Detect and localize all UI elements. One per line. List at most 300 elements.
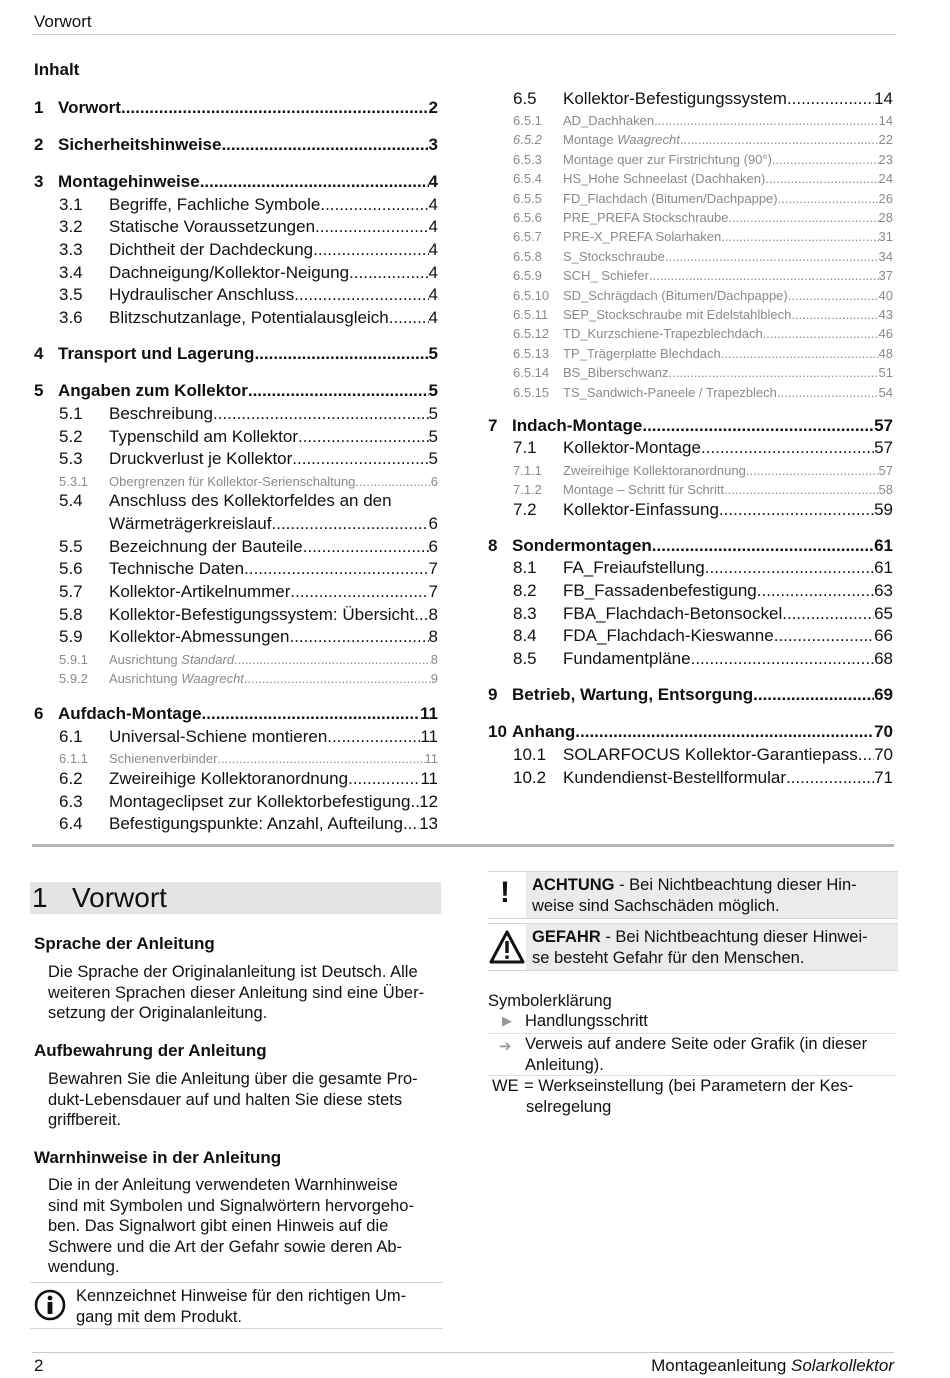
toc-label: TD_Kurzschiene-Trapezblechdach (563, 326, 763, 342)
toc-number: 6.1.1 (59, 751, 88, 767)
toc-number: 6.5.9 (513, 268, 542, 284)
toc-page: 11 (420, 704, 438, 724)
toc-label: Kollektor-Abmessungen (109, 627, 290, 647)
paragraph-line: setzung der Originalanleitung. (48, 1004, 268, 1022)
toc-label: S_Stockschraube (563, 248, 665, 264)
toc-label: Blitzschutzanlage, Potentialausgleich (109, 308, 389, 328)
toc-page: 8 (430, 651, 438, 667)
toc-page: 7 (428, 559, 438, 579)
toc-entry[interactable] (488, 341, 893, 360)
toc-entry[interactable] (34, 192, 438, 215)
toc-entry[interactable] (488, 147, 893, 166)
triangle-right-icon: ▶ (502, 1013, 512, 1028)
toc-entry[interactable] (488, 720, 893, 742)
toc-page: 4 (428, 262, 438, 282)
toc-entry[interactable] (488, 109, 893, 128)
toc-number: 3.2 (59, 217, 83, 237)
toc-label: Vorwort (58, 98, 121, 117)
toc-label: Kollektor-Einfassung (563, 499, 719, 519)
toc-number: 8.5 (513, 649, 537, 669)
symbol-description: Handlungsschritt (525, 1012, 648, 1030)
toc-number: 6.2 (59, 768, 83, 788)
toc-page: 57 (878, 462, 893, 478)
achtung-note (488, 871, 898, 919)
toc-entry[interactable] (34, 260, 438, 283)
toc-entry[interactable] (488, 742, 893, 765)
toc-number: 8.1 (513, 558, 537, 578)
toc-label: Statische Voraussetzungen (109, 217, 316, 237)
toc-number: 2 (34, 135, 44, 154)
section-paragraph (48, 1175, 440, 1278)
toc-page: 59 (874, 499, 893, 519)
page-number: 2 (34, 1356, 44, 1375)
toc-page: 8 (428, 627, 438, 647)
toc-page: 7 (428, 582, 438, 602)
note-line: se besteht Gefahr für den Menschen. (532, 948, 805, 967)
paragraph-line: griffbereit. (48, 1111, 122, 1129)
toc-entry[interactable] (488, 534, 893, 556)
toc-entry[interactable] (488, 225, 893, 244)
toc-label: PRE_PREFA Stockschraube (563, 210, 729, 226)
toc-number: 6.5.6 (513, 210, 542, 226)
footer-document-title (651, 1356, 894, 1376)
toc-page: 2 (428, 98, 438, 117)
we-label: WE (492, 1077, 519, 1095)
toc-number: 6.5.3 (513, 151, 542, 167)
toc-entry[interactable] (488, 436, 893, 459)
toc-left-column (34, 96, 438, 834)
toc-number: 6.5.8 (513, 248, 542, 264)
toc-label: Fundamentpläne (563, 649, 691, 669)
toc-number: 3.3 (59, 240, 83, 260)
toc-entry[interactable] (34, 557, 438, 580)
toc-page: 11 (420, 726, 438, 746)
toc-page: 51 (878, 365, 893, 381)
section-heading: Warnhinweise in der Anleitung (34, 1148, 282, 1167)
toc-entry[interactable] (34, 379, 438, 401)
signal-word: ACHTUNG (532, 876, 615, 894)
toc-number: 6.5.13 (513, 345, 550, 361)
toc-entry[interactable] (34, 305, 438, 328)
toc-entry[interactable] (34, 602, 438, 625)
toc-entry[interactable] (488, 556, 893, 579)
toc-page: 58 (878, 482, 893, 498)
toc-page: 71 (874, 767, 893, 787)
toc-number: 5 (34, 381, 44, 401)
toc-entry[interactable] (34, 133, 438, 155)
toc-entry[interactable] (488, 380, 893, 399)
toc-label: TS_Sandwich-Paneele / Trapezblech (563, 384, 777, 400)
toc-page: 63 (874, 581, 893, 601)
toc-label: Typenschild am Kollektor (109, 426, 298, 446)
toc-entry[interactable] (34, 424, 438, 447)
toc-label-italic: Waagrecht (181, 671, 244, 687)
toc-label: BS_Biberschwanz (563, 365, 669, 381)
warning-triangle-icon (488, 929, 526, 965)
toc-number: 6.5.4 (513, 171, 542, 187)
toc-entry[interactable] (488, 361, 893, 380)
toc-number: 5.4 (59, 491, 83, 511)
toc-entry[interactable] (34, 237, 438, 260)
paragraph-line: Die in der Anleitung verwendeten Warnhinweise (48, 1176, 398, 1194)
footer-rule (32, 1352, 894, 1353)
toc-page: 9 (430, 671, 438, 687)
toc-label: Befestigungspunkte: Anzahl, Aufteilung (109, 814, 403, 834)
symbol-description (525, 1034, 895, 1075)
note-line: Kennzeichnet Hinweise für den richtigen Um- (76, 1287, 407, 1305)
toc-entry[interactable] (488, 578, 893, 601)
chapter-number: 1 (32, 882, 48, 913)
toc-entry[interactable] (488, 244, 893, 263)
running-header: Vorwort (34, 12, 92, 31)
toc-label: Betrieb, Wartung, Entsorgung (512, 685, 754, 705)
toc-number: 5.6 (59, 559, 83, 579)
toc-label: Wärmeträgerkreislauf (109, 513, 272, 533)
toc-label: Sicherheitshinweise (58, 135, 222, 154)
toc-entry[interactable] (488, 765, 893, 788)
toc-label: Indach-Montage (512, 415, 643, 435)
chapter-title: Vorwort (72, 882, 167, 913)
toc-label: Anschluss des Kollektorfeldes an den (109, 491, 392, 511)
toc-number: 7.1.1 (513, 462, 542, 478)
symbols-title: Symbolerklärung (488, 992, 612, 1010)
toc-entry[interactable] (488, 86, 893, 109)
toc-label: Transport und Lagerung (58, 344, 255, 364)
toc-entry[interactable] (34, 766, 438, 789)
toc-number: 10.2 (513, 767, 547, 787)
toc-entry[interactable] (34, 789, 438, 812)
toc-number: 1 (34, 98, 44, 117)
toc-page: 48 (878, 345, 893, 361)
section-heading: Aufbewahrung der Anleitung (34, 1041, 267, 1060)
symbol-description (524, 1076, 894, 1117)
toc-entry[interactable] (488, 601, 893, 624)
toc-number: 3.4 (59, 262, 83, 282)
toc-entry[interactable] (488, 497, 893, 520)
toc-page: 5 (428, 344, 438, 364)
paragraph-line: ben. Das Signalwort gibt einen Hinweis auf die (48, 1217, 389, 1235)
toc-entry[interactable] (488, 683, 893, 705)
toc-label: Universal-Schiene montieren (109, 726, 328, 746)
toc-entry[interactable] (488, 128, 893, 147)
toc-label: Montage quer zur Firstrichtung (90°) (563, 151, 772, 167)
toc-page: 31 (878, 229, 893, 245)
toc-entry[interactable] (34, 724, 438, 747)
paragraph-line: dukt-Lebensdauer auf und halten Sie diese stets (48, 1090, 403, 1109)
toc-entry[interactable] (488, 283, 893, 302)
toc-label: FBA_Flachdach-Betonsockel (563, 603, 783, 623)
toc-page: 68 (874, 649, 893, 669)
toc-page: 4 (428, 285, 438, 305)
toc-label: SCH_ Schiefer (563, 268, 649, 284)
achtung-text (532, 875, 898, 916)
paragraph-line: weiteren Sprachen dieser Anleitung sind eine Über- (48, 983, 425, 1002)
toc-page: 4 (428, 172, 438, 191)
toc-label: Obergrenzen für Kollektor-Serienschaltung (109, 473, 356, 489)
toc-entry[interactable] (34, 747, 438, 766)
toc-label: Kollektor-Montage (563, 438, 701, 458)
toc-number: 8 (488, 535, 498, 555)
toc-page: 14 (874, 88, 893, 108)
toc-number: 7.2 (513, 499, 537, 519)
toc-label: FD_Flachdach (Bitumen/Dachpappe) (563, 190, 778, 206)
toc-label: Zweireihige Kollektoranordnung (563, 462, 746, 478)
toc-entry[interactable] (34, 702, 438, 724)
toc-number: 6.5.11 (513, 306, 549, 322)
toc-label: SOLARFOCUS Kollektor-Garantiepass (563, 744, 858, 764)
toc-page: 11 (424, 751, 438, 767)
note-line: = Werkseinstellung (bei Parametern der Kes- (524, 1077, 854, 1095)
toc-page: 28 (878, 210, 893, 226)
toc-page: 61 (874, 558, 893, 578)
toc-label: Kollektor-Befestigungssystem (563, 88, 787, 108)
toc-label: Montageclipset zur Kollektorbefestigung (109, 791, 411, 811)
toc-page: 6 (430, 473, 438, 489)
toc-number: 6.5.12 (513, 326, 550, 342)
toc-number: 6.5.7 (513, 229, 542, 245)
toc-label: SD_Schrägdach (Bitumen/Dachpappe) (563, 287, 788, 303)
toc-label: Kundendienst-Bestellformular (563, 767, 787, 787)
toc-label-italic: Waagrecht (617, 132, 680, 148)
toc-label: Kollektor-Artikelnummer (109, 582, 291, 602)
toc-entry[interactable] (34, 170, 438, 192)
toc-number: 6.1 (59, 726, 83, 746)
toc-entry[interactable] (34, 625, 438, 648)
toc-entry[interactable] (488, 206, 893, 225)
toc-label: HS_Hohe Schneelast (Dachhaken) (563, 171, 766, 187)
toc-number: 6.5.10 (513, 287, 550, 303)
toc-label: FB_Fassadenbefestigung (563, 581, 757, 601)
note-line: selregelung (526, 1097, 612, 1116)
toc-number: 3 (34, 172, 44, 191)
toc-number: 6.4 (59, 814, 83, 834)
toc-entry[interactable] (34, 215, 438, 238)
toc-entry[interactable] (34, 283, 438, 306)
toc-entry[interactable] (34, 667, 438, 686)
toc-page: 4 (428, 308, 438, 328)
paragraph-line: Die Sprache der Originalanleitung ist Deutsch. Alle (48, 963, 418, 981)
toc-number: 8.3 (513, 603, 537, 623)
toc-number: 5.9.1 (59, 651, 88, 667)
toc-label: Kollektor-Befestigungssystem: Übersicht (109, 604, 415, 624)
toc-page: 34 (878, 248, 893, 264)
info-icon (34, 1289, 66, 1321)
toc-entry[interactable] (488, 624, 893, 647)
toc-entry[interactable] (488, 458, 893, 477)
toc-number: 5.3 (59, 449, 83, 469)
toc-entry[interactable] (34, 647, 438, 666)
toc-number: 10.1 (513, 744, 547, 764)
toc-number: 4 (34, 344, 44, 364)
toc-entry[interactable] (488, 478, 893, 497)
toc-label: FA_Freiaufstellung (563, 558, 705, 578)
note-line: Anleitung). (525, 1055, 604, 1074)
toc-number: 8.2 (513, 581, 537, 601)
arrow-right-icon: ➔ (499, 1038, 512, 1055)
toc-number: 5.9.2 (59, 671, 88, 687)
toc-page: 8 (428, 604, 438, 624)
toc-entry[interactable] (34, 534, 438, 557)
toc-page: 57 (874, 438, 893, 458)
toc-page: 5 (428, 403, 438, 423)
toc-number: 5.2 (59, 426, 83, 446)
section-divider (32, 844, 894, 847)
toc-entry[interactable] (34, 342, 438, 364)
symbol-row-step (488, 1011, 895, 1034)
toc-label: Druckverlust je Kollektor (109, 449, 293, 469)
toc-number: 6.5.15 (513, 384, 550, 400)
toc-entry[interactable] (34, 96, 438, 118)
toc-label: PRE-X_PREFA Solarhaken (563, 229, 722, 245)
exclamation-icon: ! (500, 876, 510, 909)
toc-page: 4 (428, 217, 438, 237)
toc-page: 40 (878, 287, 893, 303)
toc-label: Dachneigung/Kollektor-Neigung (109, 262, 350, 282)
toc-entry[interactable] (488, 303, 893, 322)
toc-label: Montagehinweise (58, 172, 200, 191)
info-note-text (76, 1286, 446, 1327)
toc-label: Schienenverbinder (109, 751, 218, 767)
toc-page: 5 (428, 426, 438, 446)
toc-page: 6 (428, 513, 438, 533)
footer-doc-label: Montageanleitung (651, 1356, 791, 1375)
toc-entry-continued[interactable] (34, 511, 438, 534)
toc-entry[interactable] (488, 167, 893, 186)
toc-page: 13 (419, 814, 438, 834)
toc-number: 6.5.2 (513, 132, 542, 148)
paragraph-line: Schwere und die Art der Gefahr sowie deren Ab- (48, 1237, 403, 1256)
toc-number: 6.5 (513, 88, 537, 108)
toc-number: 10 (488, 722, 507, 742)
toc-page: 54 (878, 384, 893, 400)
gefahr-text (532, 927, 898, 968)
signal-word: GEFAHR (532, 928, 601, 946)
section-paragraph (48, 1069, 440, 1131)
toc-entry[interactable] (34, 401, 438, 424)
gefahr-note (488, 923, 898, 971)
toc-label-italic: Standard (181, 651, 235, 667)
chapter-heading (30, 882, 441, 914)
toc-label: Technische Daten (109, 559, 245, 579)
section-paragraph (48, 962, 440, 1024)
toc-entry[interactable] (34, 469, 438, 488)
toc-page: 57 (874, 415, 893, 435)
toc-page: 22 (878, 132, 893, 148)
toc-page: 66 (874, 626, 893, 646)
toc-page: 23 (878, 151, 893, 167)
toc-entry[interactable] (488, 414, 893, 436)
symbol-row-reference (488, 1034, 895, 1076)
toc-number: 6.3 (59, 791, 83, 811)
toc-page: 26 (878, 190, 893, 206)
toc-number: 8.4 (513, 626, 537, 646)
toc-page: 14 (878, 113, 893, 129)
toc-label: Bezeichnung der Bauteile (109, 536, 303, 556)
toc-page: 69 (874, 685, 893, 705)
toc-label: Angaben zum Kollektor (58, 381, 248, 401)
toc-entry[interactable] (34, 447, 438, 470)
toc-title: Inhalt (34, 60, 80, 79)
toc-label: Begriffe, Fachliche Symbole (109, 194, 321, 214)
note-line: Verweis auf andere Seite oder Grafik (in dieser (525, 1035, 868, 1053)
symbol-row-we (488, 1076, 895, 1117)
toc-entry[interactable] (34, 579, 438, 602)
toc-page: 43 (878, 306, 893, 322)
toc-label: Anhang (512, 722, 576, 742)
toc-label: Ausrichtung (109, 671, 178, 687)
toc-number: 3.5 (59, 285, 83, 305)
toc-number: 7.1.2 (513, 482, 542, 498)
toc-label: Dichtheit der Dachdeckung (109, 240, 314, 260)
toc-page: 70 (874, 722, 893, 742)
toc-label: FDA_Flachdach-Kieswanne (563, 626, 774, 646)
toc-page: 4 (428, 240, 438, 260)
toc-page: 5 (428, 381, 438, 401)
paragraph-line: Bewahren Sie die Anleitung über die gesamte Pro- (48, 1070, 418, 1088)
toc-page: 65 (874, 603, 893, 623)
toc-entry[interactable] (34, 812, 438, 835)
toc-label: Ausrichtung (109, 651, 178, 667)
toc-entry[interactable] (488, 264, 893, 283)
toc-number: 5.7 (59, 582, 83, 602)
header-rule (32, 34, 896, 35)
toc-page: 24 (878, 171, 893, 187)
toc-number: 5.3.1 (59, 473, 88, 489)
toc-number: 6.5.14 (513, 365, 550, 381)
toc-label: Beschreibung (109, 403, 213, 423)
note-line: weise sind Sachschäden möglich. (532, 896, 780, 915)
toc-number: 9 (488, 685, 498, 705)
toc-page: 4 (428, 194, 438, 214)
toc-number: 7.1 (513, 438, 537, 458)
toc-right-column (488, 86, 893, 788)
paragraph-line: sind mit Symbolen und Signalwörtern hervorgeho- (48, 1196, 414, 1215)
section-heading: Sprache der Anleitung (34, 934, 215, 953)
toc-page: 5 (428, 449, 438, 469)
toc-page: 12 (419, 791, 438, 811)
toc-label: Montage (563, 132, 614, 148)
toc-page: 46 (878, 326, 893, 342)
toc-number: 5.9 (59, 627, 83, 647)
toc-number: 5.5 (59, 536, 83, 556)
toc-page: 70 (874, 744, 893, 764)
paragraph-line: wendung. (48, 1258, 120, 1276)
toc-entry[interactable] (34, 489, 438, 512)
toc-label: Sondermontagen (512, 535, 652, 555)
note-line: - Bei Nichtbeachtung dieser Hinwei- (600, 928, 868, 946)
toc-number: 7 (488, 415, 498, 435)
toc-entry[interactable] (488, 646, 893, 669)
toc-entry[interactable] (488, 322, 893, 341)
toc-page: 61 (874, 535, 893, 555)
toc-label: Hydraulischer Anschluss (109, 285, 295, 305)
toc-number: 3.6 (59, 308, 83, 328)
toc-number: 5.1 (59, 403, 83, 423)
toc-page: 11 (420, 768, 438, 788)
info-note (30, 1282, 443, 1329)
note-line: - Bei Nichtbeachtung dieser Hin- (614, 876, 857, 894)
toc-entry[interactable] (488, 186, 893, 205)
toc-number: 6.5.1 (513, 113, 542, 129)
toc-number: 6.5.5 (513, 190, 542, 206)
toc-page: 3 (428, 135, 438, 154)
toc-number: 3.1 (59, 194, 83, 214)
toc-page: 37 (878, 268, 893, 284)
note-line: gang mit dem Produkt. (76, 1307, 242, 1326)
toc-number: 6 (34, 704, 44, 724)
toc-label: SEP_Stockschraube mit Edelstahlblech (563, 306, 792, 322)
toc-label: Montage – Schritt für Schritt (563, 482, 725, 498)
